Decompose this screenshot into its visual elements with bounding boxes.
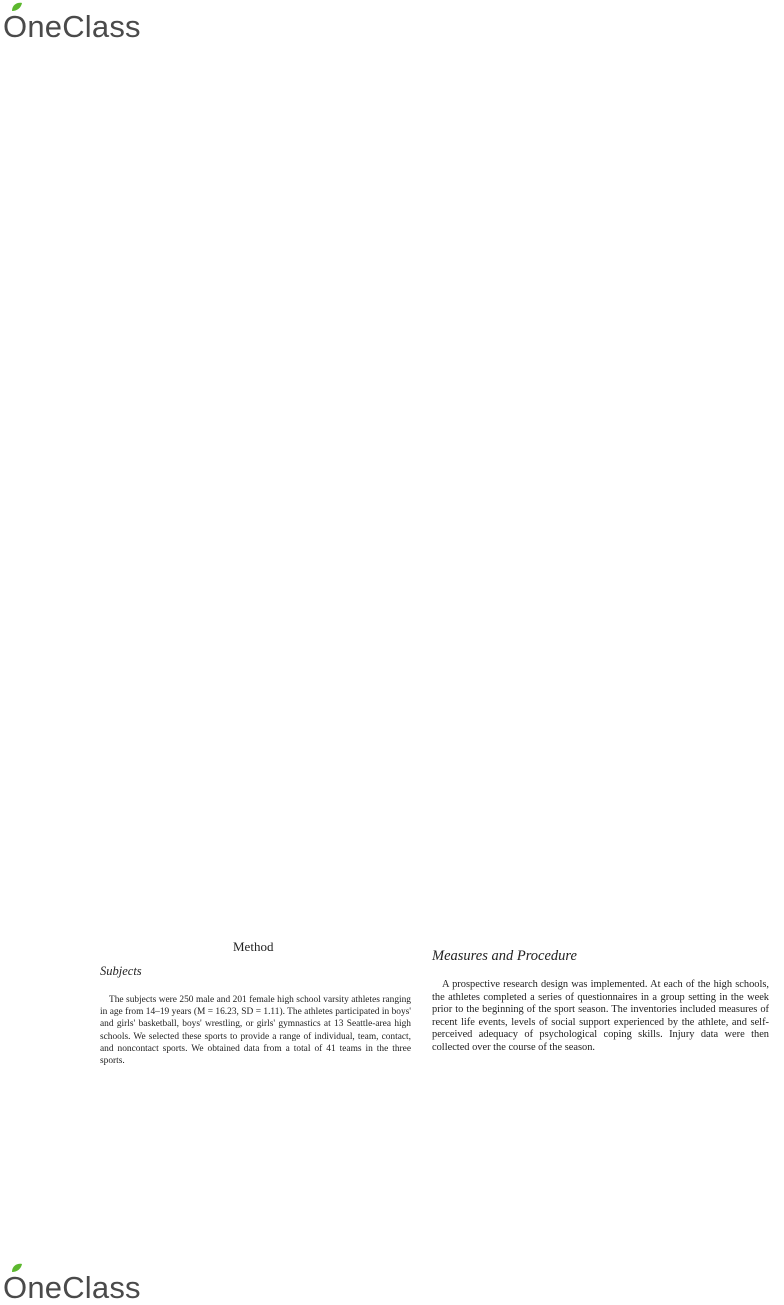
- logo-first-letter: O: [3, 9, 28, 44]
- subjects-paragraph: The subjects were 250 male and 201 female high school varsity athletes ranging in age from 14–19 years (M = 16.23, SD = 1.11). The athletes participated in boys' and girls' basketball, boys' wrestling, or girls' gymnastics at 13 Seattle-area high schools. We selected these sports to provide a range of individual, team, contact, and noncontact sports. We obtained data from a total of 41 teams in the three sports.: [100, 995, 411, 1067]
- subjects-heading: Subjects: [100, 964, 142, 978]
- logo-o-letter: [3, 11, 27, 42]
- oneclass-logo-top: [3, 2, 141, 42]
- leaf-icon: [11, 1263, 23, 1273]
- method-heading: Method: [233, 939, 274, 954]
- leaf-icon: [11, 2, 23, 12]
- measures-paragraph: A prospective research design was implemented. At each of the high schools, the athletes completed a series of questionnaires in a group setting in the week prior to the beginning of the sport season. The inventories included measures of recent life events, levels of social support experienced by the athlete, and self-perceived adequacy of psychological coping skills. Injury data were then collected over the course of the season.: [432, 979, 769, 1053]
- measures-heading: Measures and Procedure: [432, 948, 577, 964]
- logo-rest-text: neClass: [27, 9, 141, 44]
- logo-first-letter: O: [3, 1270, 28, 1305]
- logo-o-letter: [3, 1272, 27, 1303]
- logo-rest-text: neClass: [27, 1270, 141, 1305]
- oneclass-logo-bottom: [3, 1263, 141, 1303]
